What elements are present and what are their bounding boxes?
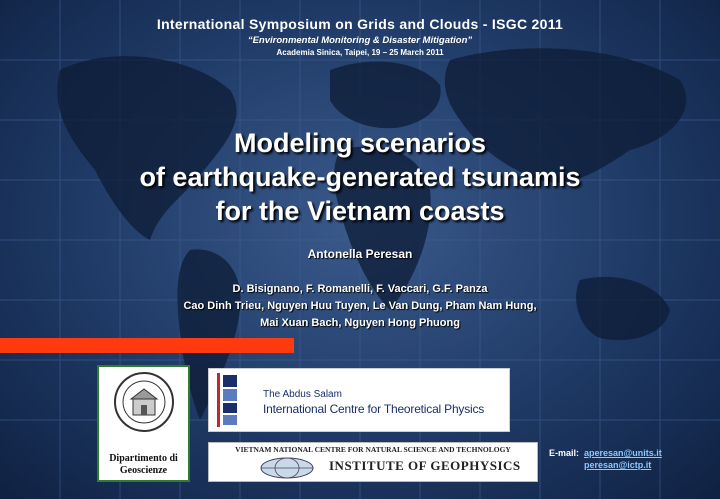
conference-name: International Symposium on Grids and Clouds - ISGC 2011	[156, 16, 564, 32]
conference-venue: Academia Sinica, Taipei, 19 – 25 March 2011	[276, 48, 444, 57]
vast-logo	[208, 442, 538, 482]
coauthors-line-2: Cao Dinh Trieu, Nguyen Huu Tuyen, Le Van Dung, Pham Nam Hung,	[183, 300, 537, 312]
conference-theme: “Environmental Monitoring & Disaster Mitigation”	[247, 35, 473, 46]
university-seal-icon	[113, 371, 175, 433]
email-link-2[interactable]: peresan@ictp.it	[584, 460, 652, 470]
dipartimento-logo	[97, 365, 190, 482]
coauthors	[0, 281, 720, 332]
vast-top-text: VIETNAM NATIONAL CENTRE FOR NATURAL SCIENCE AND TECHNOLOGY	[235, 445, 511, 454]
email-link-1[interactable]: aperesan@units.it	[584, 448, 662, 458]
title-line-2: of earthquake-generated tsunamis	[139, 162, 581, 192]
title-line-3: for the Vietnam coasts	[215, 196, 505, 226]
dipartimento-text	[99, 453, 188, 477]
dipartimento-line-1: Dipartimento di	[109, 453, 178, 464]
ictp-mark-icon	[217, 373, 241, 427]
institute-name: INSTITUTE OF GEOPHYSICS	[329, 458, 521, 473]
ictp-logo	[208, 368, 510, 432]
dipartimento-line-2: Geoscienze	[119, 465, 168, 476]
accent-bar	[0, 338, 294, 353]
coauthors-line-1: D. Bisignano, F. Romanelli, F. Vaccari, G.F. Panza	[232, 283, 488, 295]
globe-icon	[259, 457, 315, 479]
email-label: E-mail:	[549, 448, 580, 458]
title-line-1: Modeling scenarios	[233, 128, 487, 158]
ictp-small-text: The Abdus Salam	[263, 389, 342, 400]
presenting-author: Antonella Peresan	[307, 247, 413, 261]
presentation-title	[0, 126, 720, 228]
coauthors-line-3: Mai Xuan Bach, Nguyen Hong Phuong	[260, 317, 460, 329]
ictp-name: International Centre for Theoretical Physics	[263, 402, 485, 416]
conference-header	[0, 16, 720, 57]
